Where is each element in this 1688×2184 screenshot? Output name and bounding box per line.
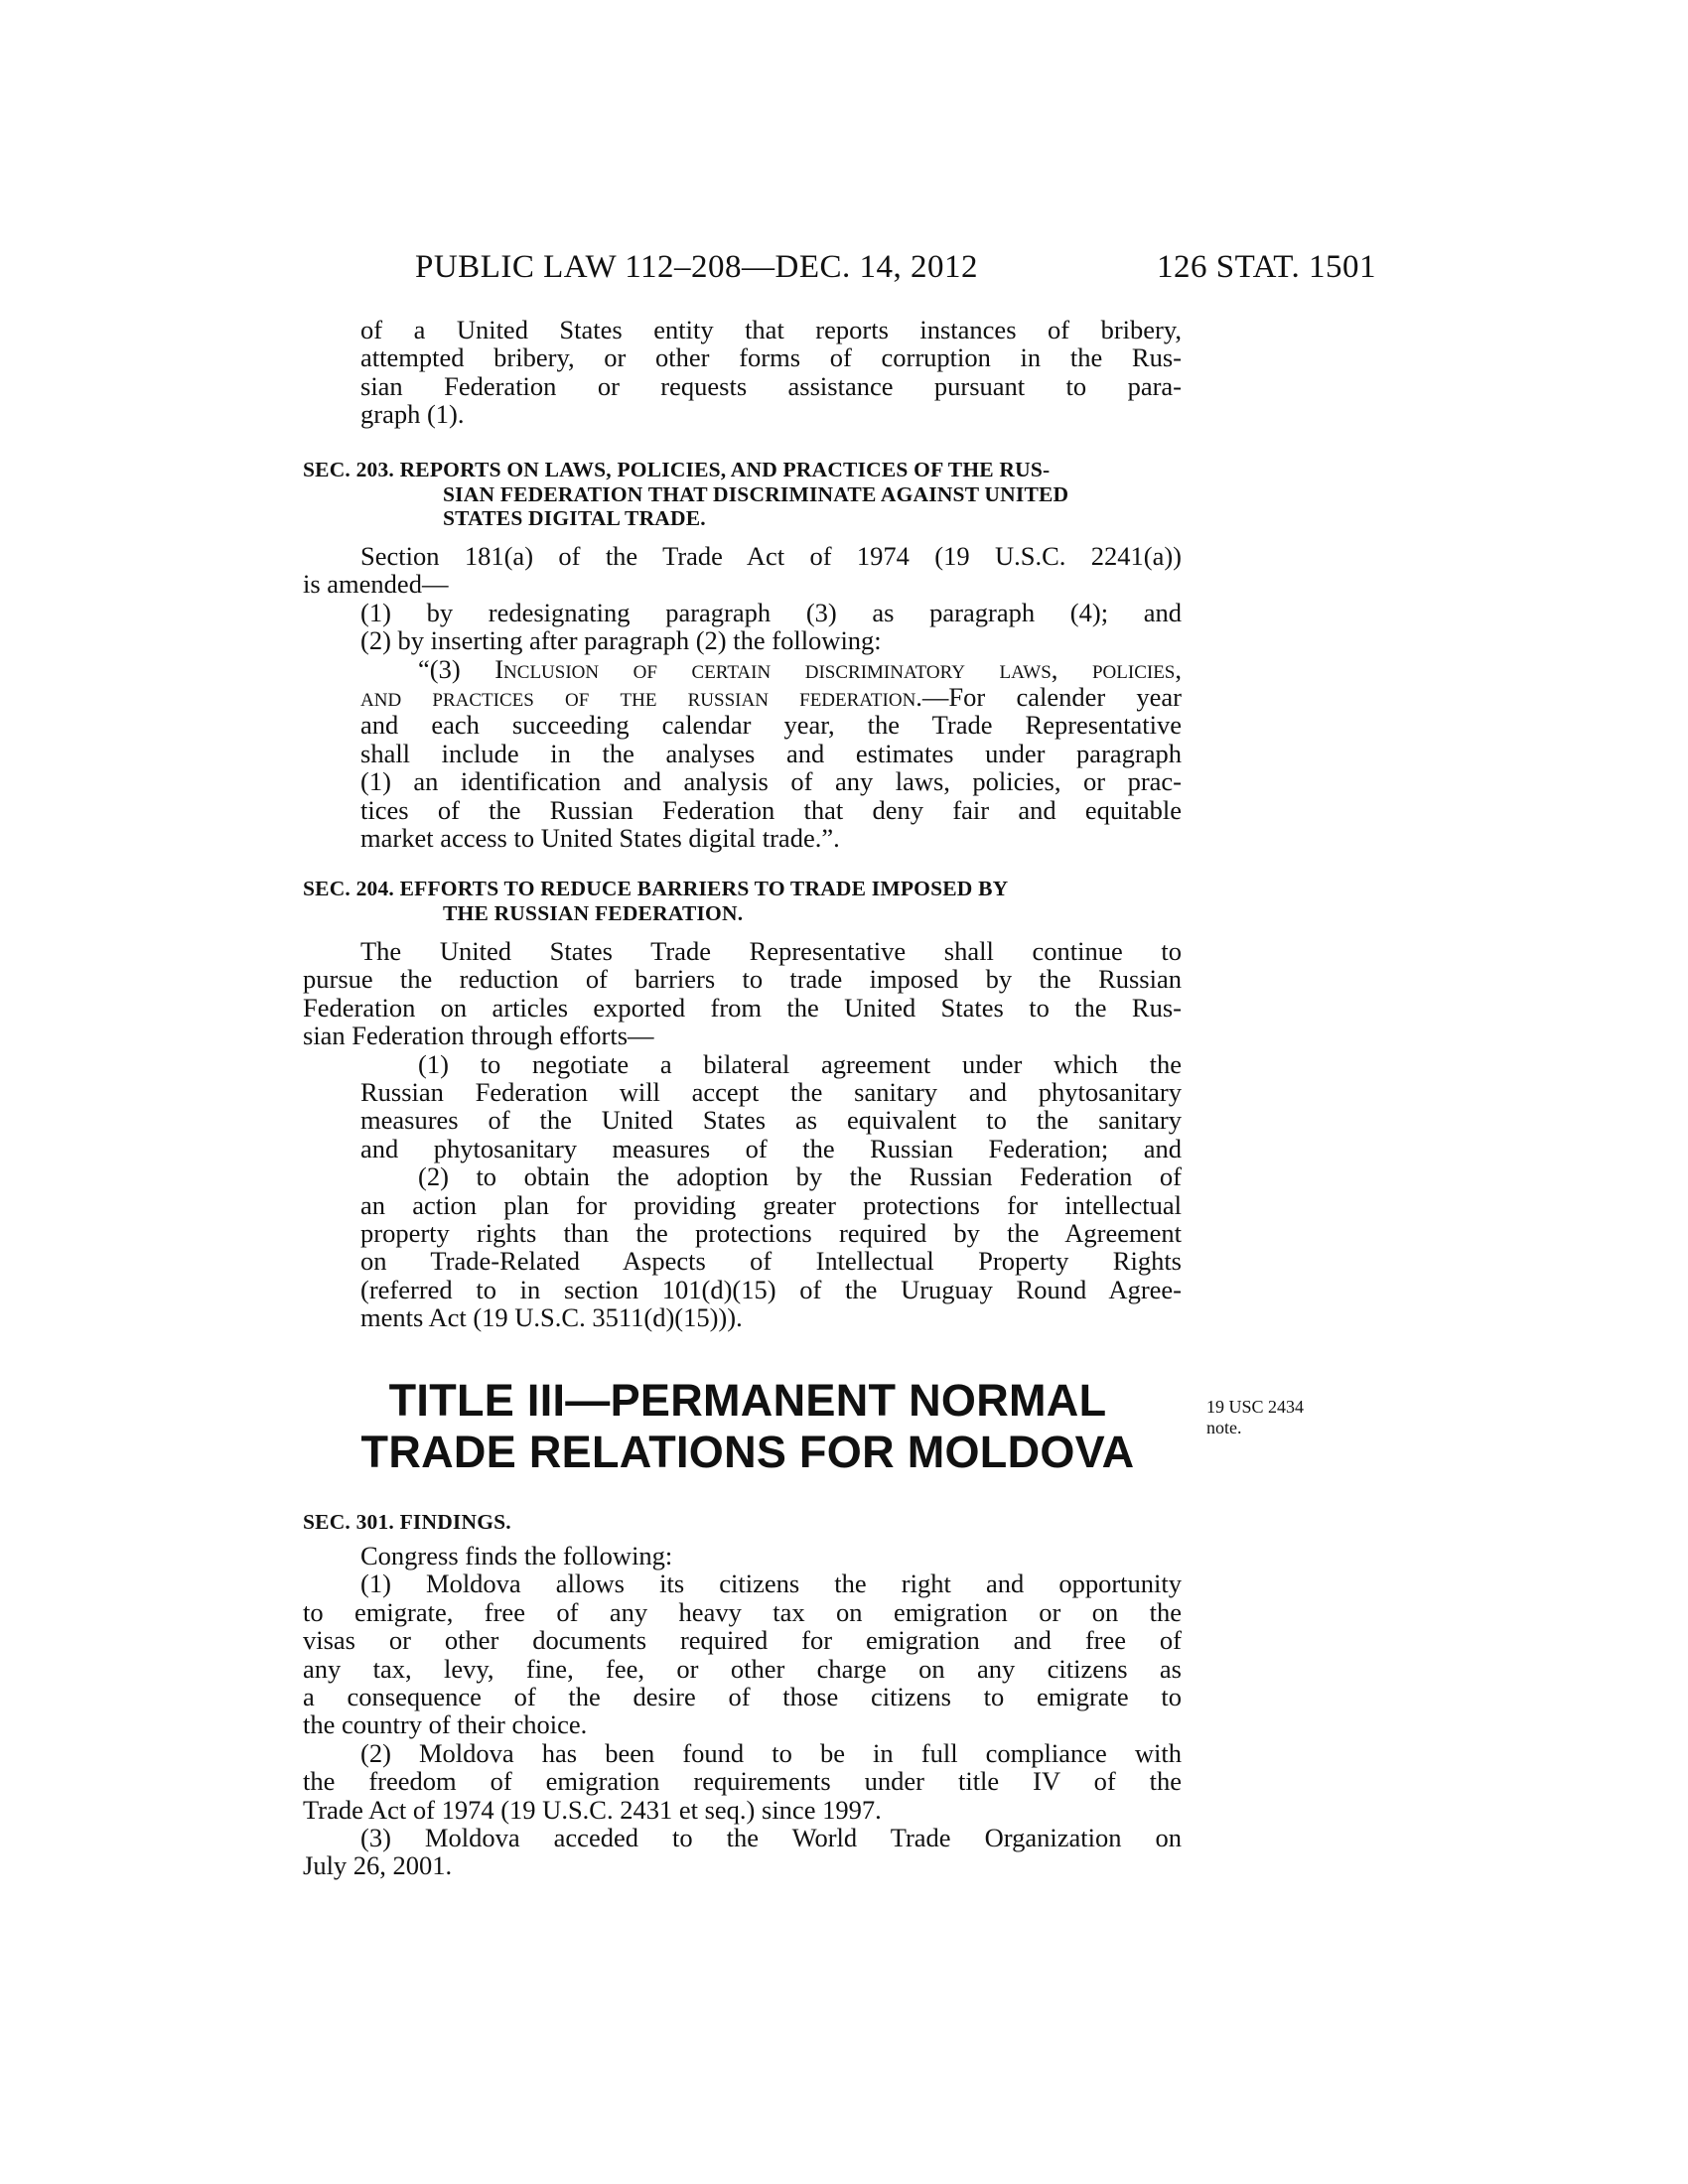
text-line: (1) an identification and analysis of any laws, policies, or prac-	[360, 766, 1182, 797]
text-line: July 26, 2001.	[303, 1850, 453, 1881]
continuation-paragraph	[360, 316, 1182, 429]
text-line: Section 181(a) of the Trade Act of 1974 (19 U.S.C. 2241(a))	[360, 541, 1182, 571]
text-line: visas or other documents required for emigration and free of	[303, 1625, 1182, 1656]
section-203-body	[303, 542, 1182, 852]
text-line: tices of the Russian Federation that deny fair and equitable	[360, 794, 1182, 825]
title-line: TRADE RELATIONS FOR MOLDOVA	[360, 1427, 1135, 1477]
text-line: is amended—	[303, 569, 449, 600]
text-line: (2) Moldova has been found to be in full compliance with	[360, 1737, 1182, 1768]
list-item	[303, 1824, 1182, 1880]
heading-line: STATES DIGITAL TRADE.	[443, 506, 706, 531]
running-head	[415, 249, 1376, 289]
text-line: (referred to in section 101(d)(15) of the Uruguay Round Agree-	[360, 1274, 1182, 1304]
text-line: an action plan for providing greater protections for intellectual	[360, 1189, 1182, 1220]
text-line: a consequence of the desire of those citizens to emigrate to	[303, 1682, 1182, 1712]
text-line: (1) to negotiate a bilateral agreement under which the	[418, 1048, 1182, 1079]
title-iii-heading	[360, 1375, 1135, 1478]
heading-line: THE RUSSIAN FEDERATION.	[443, 900, 744, 925]
text-line: (2) to obtain the adoption by the Russian Federation of	[418, 1161, 1182, 1192]
section-204-body	[303, 937, 1182, 1332]
list-item: (2) by inserting after paragraph (2) the following:	[360, 625, 882, 656]
text-line: the country of their choice.	[303, 1709, 588, 1740]
text-line: (3) Moldova acceded to the World Trade Organization on	[360, 1823, 1182, 1853]
section-301-body	[303, 1542, 1182, 1880]
list-item	[303, 1739, 1182, 1824]
text-line: and each succeeding calendar year, the Trade Representative	[360, 710, 1182, 741]
text-line: (1) Moldova allows its citizens the right and opportunity	[360, 1569, 1182, 1599]
text-line: graph (1).	[360, 399, 465, 430]
heading-line: SEC. 203. REPORTS ON LAWS, POLICIES, AND PRACTICES OF THE RUS-	[303, 458, 1051, 481]
inserted-paragraph	[303, 655, 1182, 853]
text-line: Trade Act of 1974 (19 U.S.C. 2431 et seq.) since 1997.	[303, 1794, 882, 1825]
text-line: The United States Trade Representative shall continue to	[360, 936, 1182, 966]
inserted-caption: “(3) Inclusion of certain discriminatory laws, policies,	[418, 653, 1182, 684]
section-204-heading	[303, 877, 1182, 925]
margin-note	[1206, 1397, 1304, 1438]
text-line: Russian Federation will accept the sanitary and phytosanitary	[360, 1077, 1182, 1108]
text-line: sian Federation or requests assistance pursuant to para-	[360, 370, 1182, 401]
inserted-caption-cont: and practices of the russian federation.—For calender year	[360, 682, 1182, 713]
text-line: the freedom of emigration requirements under title IV of the	[303, 1766, 1182, 1797]
text-line: attempted bribery, or other forms of corruption in the Rus-	[360, 342, 1182, 373]
text-line: any tax, levy, fine, fee, or other charge on any citizens as	[303, 1653, 1182, 1684]
section-203-heading	[303, 458, 1182, 531]
heading-line: SEC. 301. FINDINGS.	[303, 1510, 511, 1534]
title-line: TITLE III—PERMANENT NORMAL	[388, 1375, 1107, 1426]
text-line: ments Act (19 U.S.C. 3511(d)(15))).	[360, 1302, 743, 1333]
text-line: Federation on articles exported from the United States to the Rus-	[303, 992, 1182, 1023]
list-item: (1) by redesignating paragraph (3) as paragraph (4); and	[360, 597, 1182, 627]
text-line: on Trade-Related Aspects of Intellectual Property Rights	[360, 1246, 1182, 1277]
list-item	[303, 1162, 1182, 1331]
running-head-title: PUBLIC LAW 112–208—DEC. 14, 2012	[415, 249, 979, 285]
text-line: shall include in the analyses and estimates under paragraph	[360, 738, 1182, 768]
text-line: measures of the United States as equivalent to the sanitary	[360, 1105, 1182, 1136]
text-line: and phytosanitary measures of the Russian Federation; and	[360, 1133, 1182, 1163]
margin-note-line: 19 USC 2434	[1206, 1397, 1305, 1417]
heading-line: SIAN FEDERATION THAT DISCRIMINATE AGAINST UNITED	[443, 481, 1069, 506]
section-301-heading	[303, 1510, 1182, 1535]
text-line: sian Federation through efforts—	[303, 1021, 654, 1051]
margin-note-line: note.	[1206, 1418, 1242, 1437]
text-line: pursue the reduction of barriers to trade imposed by the Russian	[303, 964, 1182, 995]
list-item	[303, 1050, 1182, 1163]
text-line: to emigrate, free of any heavy tax on emigration or on the	[303, 1596, 1182, 1627]
list-item	[303, 1570, 1182, 1738]
text-line: Congress finds the following:	[360, 1541, 673, 1570]
heading-line: SEC. 204. EFFORTS TO REDUCE BARRIERS TO TRADE IMPOSED BY	[303, 877, 1009, 900]
text-line: of a United States entity that reports instances of bribery,	[360, 315, 1182, 344]
text-line: property rights than the protections required by the Agreement	[360, 1218, 1182, 1249]
statute-page-number: 126 STAT. 1501	[1156, 249, 1376, 285]
text-line: market access to United States digital trade.”.	[360, 823, 840, 854]
